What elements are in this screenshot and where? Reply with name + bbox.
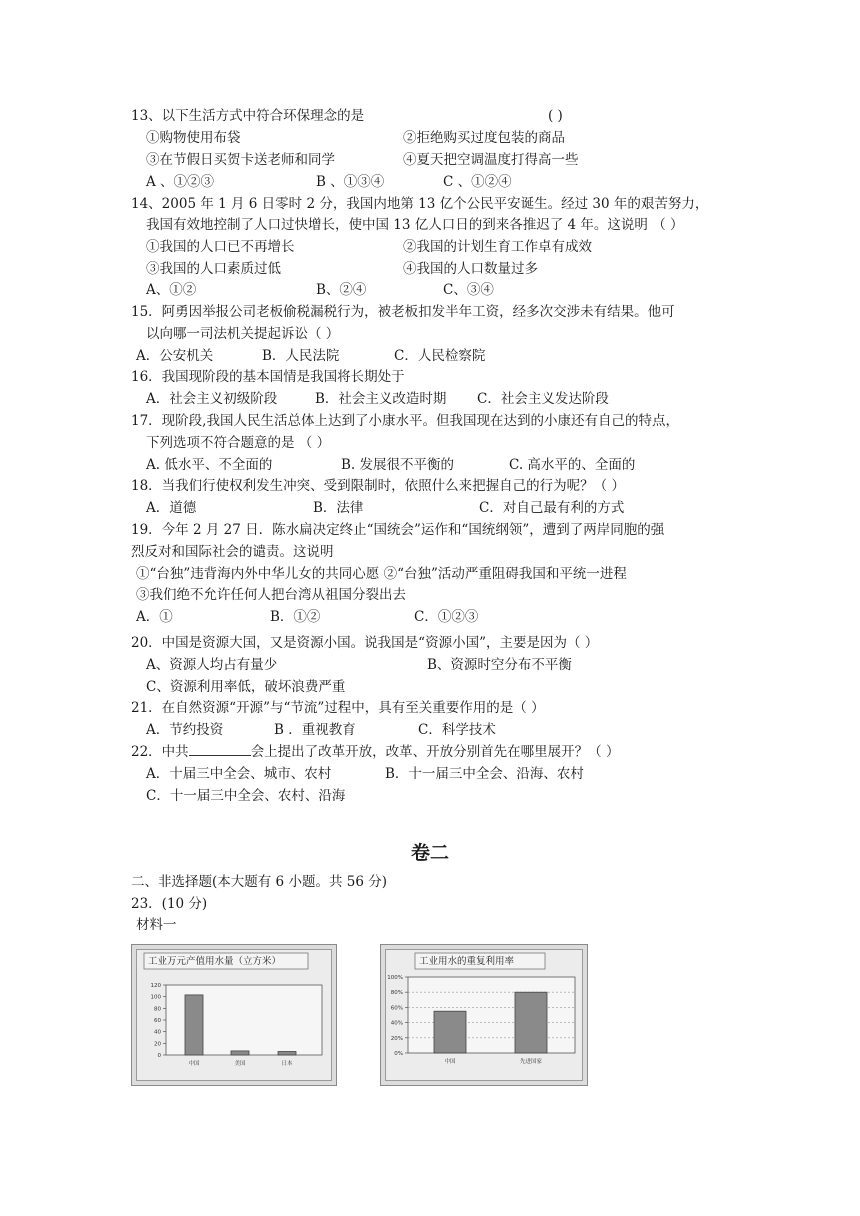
q17-line-2: 下列选项不符合题意的是 （ ） xyxy=(146,435,331,451)
q17-choice-c: C. 高水平的、全面的 xyxy=(509,457,636,473)
section-title: 卷二 xyxy=(410,842,449,864)
q18-stem: 18．当我们行使权利发生冲突、受到限制时，依照什么来把握自己的行为呢？（ ） xyxy=(131,478,625,494)
q19-option-3: ③我们绝不允许任何人把台湾从祖国分裂出去 xyxy=(136,587,406,603)
y-tick-label: 80% xyxy=(390,990,403,997)
x-tick-label: 中国 xyxy=(188,1061,200,1067)
y-tick-label: 100% xyxy=(387,975,403,981)
q22-stem-end: 会上提出了改革开放，改革、开放分别首先在哪里展开？（ ） xyxy=(250,744,620,760)
x-tick-label: 美国 xyxy=(234,1061,246,1067)
q14-choice-b: B、②④ xyxy=(316,282,367,298)
q22-choice-b: B．十一届三中全会、沿海、农村 xyxy=(385,766,584,782)
q23-label: 23．(10 分) xyxy=(131,896,208,912)
q13-option-3: ③在节假日买贺卡送老师和同学 xyxy=(146,152,335,168)
q14-choice-c: C、③④ xyxy=(443,282,494,298)
bar xyxy=(434,1011,466,1053)
x-tick-label: 先进国家 xyxy=(519,1059,543,1065)
q21-choice-b: B ．重视教育 xyxy=(274,722,356,738)
q14-line-2: 我国有效地控制了人口过快增长，使中国 13 亿人口日的到来各推迟了 4 年。这说明 （ ） xyxy=(146,217,684,233)
q13-choice-a: A 、①②③ xyxy=(146,174,215,190)
q17-choice-a: A. 低水平、不全面的 xyxy=(146,457,273,473)
q19-choice-c: C．①②③ xyxy=(414,609,479,625)
q21-choice-c: C．科学技术 xyxy=(418,722,496,738)
y-tick-label: 60 xyxy=(154,1018,161,1024)
q13-option-1: ①购物使用布袋 xyxy=(146,130,241,146)
q13-choice-b: B 、①③④ xyxy=(316,174,385,190)
q19-line-2: 烈反对和国际社会的谴责。这说明 xyxy=(131,544,334,560)
q13-stem: 13、以下生活方式中符合环保理念的是 xyxy=(131,108,365,124)
q15-line-2: 以向哪一司法机关提起诉讼（ ） xyxy=(146,326,340,342)
y-tick-label: 100 xyxy=(150,994,161,1001)
q13-option-4: ④夏天把空调温度打得高一些 xyxy=(403,152,579,168)
q20-choice-a: A、资源人均占有量少 xyxy=(146,657,278,673)
q16-choice-c: C．社会主义发达阶段 xyxy=(477,391,609,407)
chart-2-svg xyxy=(381,945,587,1085)
q22-choice-c: C．十一届三中全会、农村、沿海 xyxy=(146,788,346,804)
q22-stem-start: 22．中共 xyxy=(131,744,189,760)
q22-fill-blank xyxy=(189,743,251,756)
q15-choice-a: A．公安机关 xyxy=(136,348,214,364)
x-tick-label: 日本 xyxy=(281,1061,293,1067)
q18-choice-b: B．法律 xyxy=(313,500,364,516)
q14-choice-a: A、①② xyxy=(146,282,197,298)
q21-choice-a: A．节约投资 xyxy=(146,722,224,738)
q20-choice-c: C、资源利用率低，破坏浪费严重 xyxy=(146,679,346,695)
q22-choice-a: A．十届三中全会、城市、农村 xyxy=(146,766,332,782)
q14-option-3: ③我国的人口素质过低 xyxy=(146,261,281,277)
chart-1-svg xyxy=(132,945,336,1085)
y-tick-label: 40 xyxy=(154,1029,161,1036)
bar xyxy=(278,1052,296,1056)
y-tick-label: 20% xyxy=(390,1035,403,1042)
q20-stem: 20．中国是资源大国，又是资源小国。说我国是“资源小国”，主要是因为（ ） xyxy=(131,635,599,651)
q18-choice-a: A．道德 xyxy=(146,500,197,516)
q20-choice-b: B、资源时空分布不平衡 xyxy=(427,657,572,673)
chart-water-reuse-rate xyxy=(380,944,588,1086)
q18-choice-c: C．对自己最有利的方式 xyxy=(479,500,625,516)
chart-title: 工业万元产值用水量（立方米） xyxy=(148,956,282,967)
q16-stem: 16．我国现阶段的基本国情是我国将长期处于 xyxy=(131,369,405,385)
q14-option-4: ④我国的人口数量过多 xyxy=(403,261,538,277)
q19-choice-a: A．① xyxy=(136,609,173,625)
y-tick-label: 20 xyxy=(154,1041,161,1048)
q16-choice-a: A．社会主义初级阶段 xyxy=(146,391,278,407)
plot-area xyxy=(408,977,575,1053)
y-tick-label: 120 xyxy=(150,983,161,989)
q13-choice-c: C 、①②④ xyxy=(443,174,512,190)
q19-choice-b: B．①② xyxy=(270,609,321,625)
x-tick-label: 中国 xyxy=(444,1059,456,1065)
y-tick-label: 60% xyxy=(390,1005,403,1012)
chart-water-per-output xyxy=(131,944,337,1086)
q22-stem xyxy=(131,743,619,761)
q15-choice-c: C．人民检察院 xyxy=(394,348,486,364)
y-tick-label: 40% xyxy=(390,1020,403,1027)
y-tick-label: 80 xyxy=(154,1006,161,1013)
chart-title: 工业用水的重复利用率 xyxy=(419,956,515,967)
material-label: 材料一 xyxy=(136,917,177,933)
q16-choice-b: B．社会主义改造时期 xyxy=(315,391,447,407)
section-heading: 二、非选择题(本大题有 6 小题。共 56 分) xyxy=(131,874,387,890)
q21-stem: 21．在自然资源“开源”与“节流”过程中，具有至关重要作用的是（ ） xyxy=(131,700,545,716)
q14-option-2: ②我国的计划生育工作卓有成效 xyxy=(403,239,592,255)
bar xyxy=(231,1051,249,1055)
bar xyxy=(185,995,203,1055)
q15-line-1: 15．阿勇因举报公司老板偷税漏税行为，被老板扣发半年工资，经多次交涉未有结果。他可 xyxy=(131,304,675,320)
q14-option-1: ①我国的人口已不再增长 xyxy=(146,239,295,255)
q19-line-1: 19．今年 2 月 27 日．陈水扁决定终止“国统会”运作和“国统纲领”，遭到了两岸同胞的强 xyxy=(131,522,665,538)
bar xyxy=(515,992,547,1053)
q13-option-2: ②拒绝购买过度包装的商品 xyxy=(403,130,565,146)
q15-choice-b: B．人民法院 xyxy=(262,348,340,364)
q17-choice-b: B. 发展很不平衡的 xyxy=(341,457,455,473)
q13-answer-paren: ( ) xyxy=(548,108,563,124)
q14-line-1: 14、2005 年 1 月 6 日零时 2 分，我国内地第 13 亿个公民平安诞生。经过 30 年的艰苦努力， xyxy=(131,196,709,212)
y-tick-label: 0 xyxy=(157,1053,161,1059)
q17-line-1: 17．现阶段,我国人民生活总体上达到了小康水平。但我国现在达到的小康还有自己的特点， xyxy=(131,413,679,429)
y-tick-label: 0% xyxy=(394,1051,403,1057)
q19-option-1-2: ①“台独”违背海内外中华儿女的共同心愿 ②“台独”活动严重阻碍我国和平统一进程 xyxy=(136,566,627,582)
